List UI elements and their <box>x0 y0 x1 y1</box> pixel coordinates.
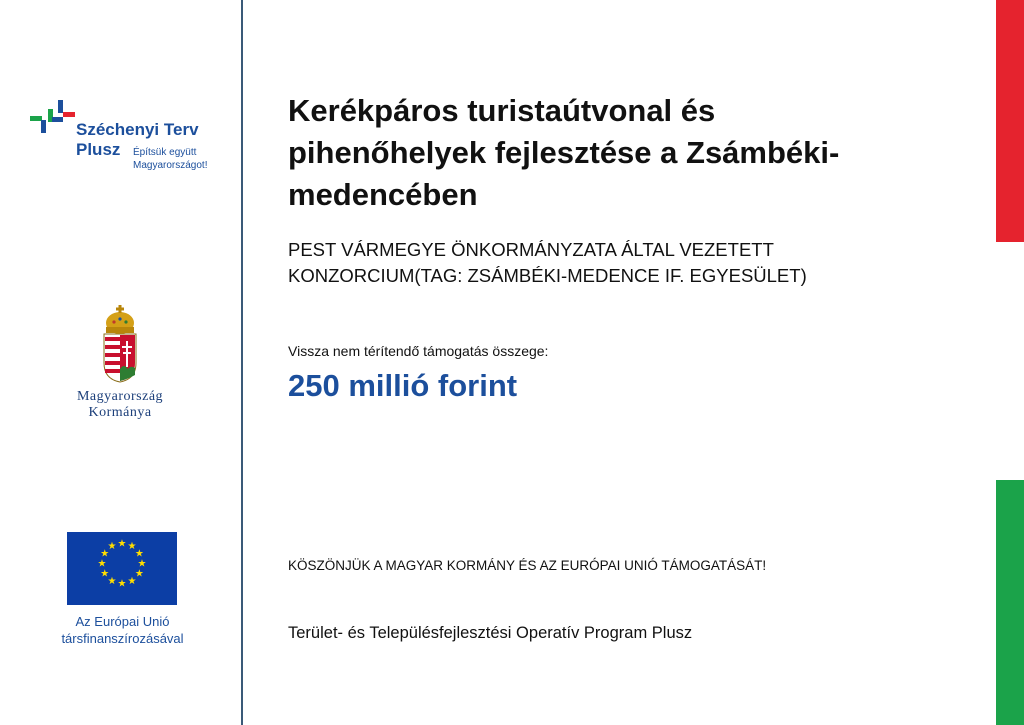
svg-text:★: ★ <box>134 568 144 580</box>
svg-text:★: ★ <box>117 578 127 590</box>
operational-program-name: Terület- és Településfejlesztési Operatív Program Plusz <box>288 624 693 642</box>
eu-stars-icon <box>67 532 177 605</box>
project-title: Kerékpáros turistaútvonal és pihenőhelyek fejlesztése a Zsámbéki-medencében <box>288 93 840 212</box>
flag-stripe-green <box>996 480 1024 725</box>
hungarian-government-logo <box>40 305 200 425</box>
government-text-line1: Magyarország <box>76 389 164 404</box>
eu-text <box>40 613 205 647</box>
beneficiary-name: PEST VÁRMEGYE ÖNKORMÁNYZATA ÁLTAL VEZETETT KONZORCIUM(TAG: ZSÁMBÉKI-MEDENCE IF. EGYESÜLET) <box>288 239 807 286</box>
svg-text:★: ★ <box>107 575 117 587</box>
support-amount-label: Vissza nem térítendő támogatás összege: <box>288 343 549 359</box>
logo-column <box>0 0 241 725</box>
flag-stripe-red <box>996 0 1024 242</box>
eu-text-line2: társfinanszírozásával <box>61 631 184 646</box>
svg-text:★: ★ <box>127 575 137 587</box>
svg-text:★: ★ <box>100 548 110 560</box>
eu-flag-icon <box>67 532 177 605</box>
szechenyi-title-line2: Plusz <box>76 140 121 159</box>
vertical-divider <box>241 0 243 725</box>
svg-text:★: ★ <box>127 541 137 553</box>
eu-text-line1: Az Európai Unió <box>75 614 170 629</box>
hungarian-coat-of-arms-icon <box>100 305 140 383</box>
svg-text:★: ★ <box>134 548 144 560</box>
svg-text:★: ★ <box>100 568 110 580</box>
szechenyi-slogan <box>133 146 207 172</box>
szechenyi-slogan-line2: Magyarországot! <box>133 160 208 171</box>
svg-text:★: ★ <box>97 558 107 570</box>
szechenyi-terv-plusz-logo <box>30 98 230 178</box>
support-amount-value: 250 millió forint <box>288 368 518 403</box>
eu-cofinancing-logo <box>40 530 205 650</box>
government-text <box>40 389 200 421</box>
government-text-line2: Kormánya <box>88 405 152 420</box>
svg-text:★: ★ <box>137 558 147 570</box>
szechenyi-slogan-line1: Építsük együtt <box>133 147 197 158</box>
szechenyi-title-line1: Széchenyi Terv <box>76 120 199 139</box>
svg-text:★: ★ <box>107 541 117 553</box>
szechenyi-cross-icon <box>30 98 76 144</box>
thanks-message: KÖSZÖNJÜK A MAGYAR KORMÁNY ÉS AZ EURÓPAI UNIÓ TÁMOGATÁSÁT! <box>288 558 767 573</box>
svg-text:★: ★ <box>117 538 127 550</box>
